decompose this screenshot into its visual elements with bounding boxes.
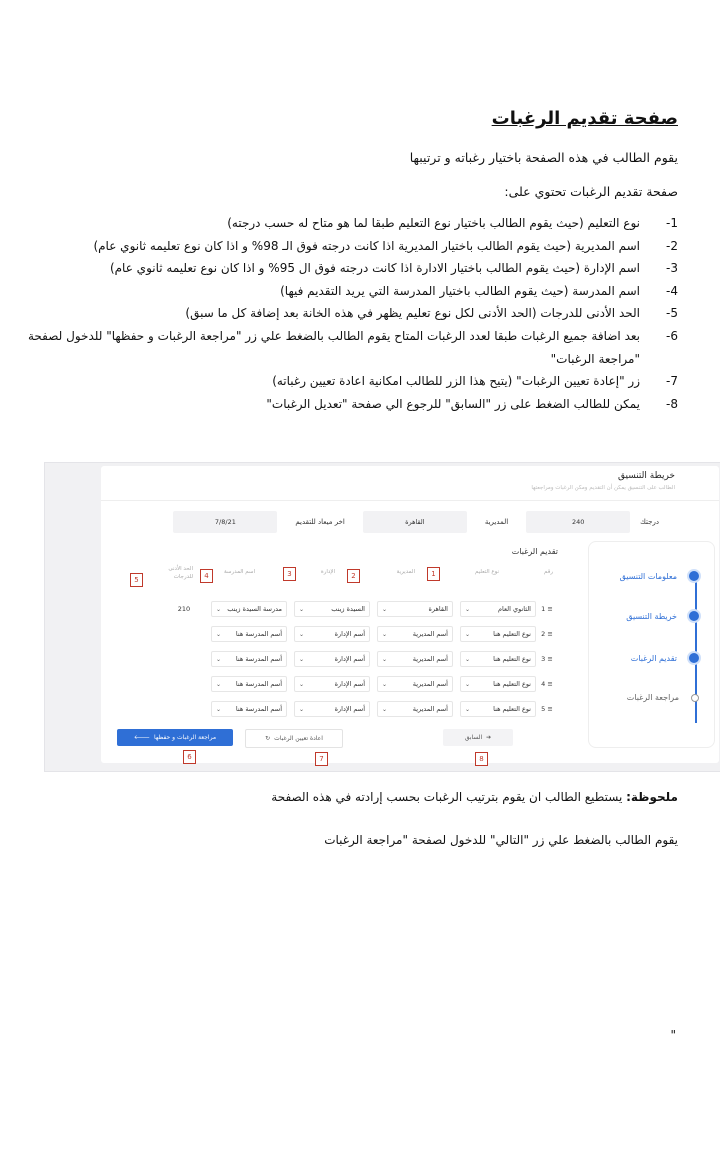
chevron-down-icon: ⌄ — [382, 655, 388, 663]
min-score: 210 — [177, 605, 191, 613]
contains-text: صفحة تقديم الرغبات تحتوي على: — [504, 184, 678, 199]
item-number: 4- — [666, 283, 678, 298]
step-label: معلومات التنسيق — [619, 571, 677, 581]
chevron-down-icon: ⌄ — [465, 605, 471, 613]
row-handle[interactable]: ≡ 1 — [541, 605, 553, 613]
chevron-down-icon: ⌄ — [465, 630, 471, 638]
school-select[interactable]: أسم المدرسة هنا ⌄ — [211, 626, 287, 642]
col-edu: نوع التعليم — [474, 569, 499, 575]
chevron-down-icon: ⌄ — [216, 680, 222, 688]
arrow-left-icon: 🡐 — [133, 734, 150, 741]
step-dot — [687, 651, 701, 665]
edu-select[interactable]: نوع التعليم هنا ⌄ — [460, 701, 536, 717]
item-text: زر "إعادة تعيين الرغبات" (يتيح هذا الزر للطالب امكانية اعادة تعيين رغباته) — [272, 374, 640, 389]
item-text: يمكن للطالب الضغط على زر "السابق" للرجوع الي صفحة "تعديل الرغبات" — [266, 396, 640, 411]
step-dot — [691, 694, 699, 702]
school-select[interactable]: مدرسة السيدة زينب ⌄ — [211, 601, 287, 617]
table-row — [164, 600, 558, 618]
marker-2: 2 — [347, 569, 360, 583]
school-select[interactable]: أسم المدرسة هنا ⌄ — [211, 676, 287, 692]
score-label: درجتك — [640, 518, 659, 526]
list-item — [28, 257, 678, 280]
table-row — [164, 700, 558, 718]
refresh-icon: ↻ — [265, 735, 271, 742]
intro-text: يقوم الطالب في هذه الصفحة باختيار رغباته و ترتيبها — [409, 150, 678, 165]
chevron-down-icon: ⌄ — [299, 705, 305, 713]
row-handle[interactable]: ≡ 2 — [541, 630, 553, 638]
school-select[interactable]: أسم المدرسة هنا ⌄ — [211, 651, 287, 667]
reset-button[interactable]: اعادة تعيين الرغبات ↻ — [245, 729, 343, 748]
marker-8: 8 — [475, 752, 488, 766]
list-item — [28, 212, 678, 235]
edu-select[interactable]: الثانوي العام ⌄ — [460, 601, 536, 617]
step-label: خريطة التنسيق — [626, 611, 677, 621]
marker-4: 4 — [200, 569, 213, 583]
admin-select[interactable]: أسم الإدارة ⌄ — [294, 651, 370, 667]
list-item — [28, 393, 678, 416]
marker-7: 7 — [315, 752, 328, 766]
closing-quote: " — [670, 1028, 676, 1042]
features-list — [28, 212, 678, 415]
chevron-down-icon: ⌄ — [216, 605, 222, 613]
col-gov: المديرية — [396, 569, 415, 575]
score-value: 240 — [526, 511, 630, 533]
edu-select[interactable]: نوع التعليم هنا ⌄ — [460, 651, 536, 667]
table-row — [164, 625, 558, 643]
gov-select[interactable]: أسم المديرية ⌄ — [377, 701, 453, 717]
chevron-down-icon: ⌄ — [216, 705, 222, 713]
item-number: 3- — [666, 261, 678, 276]
step-review[interactable] — [627, 693, 701, 702]
chevron-down-icon: ⌄ — [299, 630, 305, 638]
gov-label: المديرية — [484, 518, 509, 526]
list-item — [28, 235, 678, 258]
chevron-down-icon: ⌄ — [382, 705, 388, 713]
info-bar — [117, 511, 669, 533]
chevron-down-icon: ⌄ — [465, 680, 471, 688]
chevron-down-icon: ⌄ — [299, 655, 305, 663]
list-item — [28, 302, 678, 325]
page-title: صفحة تقديم الرغبات — [491, 108, 678, 129]
marker-3: 3 — [283, 567, 296, 581]
edu-select[interactable]: نوع التعليم هنا ⌄ — [460, 676, 536, 692]
list-item — [28, 280, 678, 303]
list-item — [28, 325, 678, 370]
admin-select[interactable]: أسم الإدارة ⌄ — [294, 701, 370, 717]
chevron-down-icon: ⌄ — [465, 705, 471, 713]
table-row — [164, 650, 558, 668]
admin-select[interactable]: السيدة زينب ⌄ — [294, 601, 370, 617]
gov-value: القاهرة — [363, 511, 467, 533]
col-rank: رقم — [544, 569, 553, 575]
step-label: تقديم الرغبات — [630, 653, 677, 663]
item-number: 6- — [666, 328, 678, 343]
arrow-right-icon: ➔ — [486, 734, 492, 741]
row-handle[interactable]: ≡ 5 — [541, 705, 553, 713]
chevron-down-icon: ⌄ — [216, 630, 222, 638]
school-select[interactable]: أسم المدرسة هنا ⌄ — [211, 701, 287, 717]
row-handle[interactable]: ≡ 3 — [541, 655, 553, 663]
step-submit[interactable] — [631, 651, 701, 665]
item-text: اسم المديرية (حيث يقوم الطالب باختيار المديرية اذا كانت درجته فوق الـ 98% و اذا كان نوع تعليمه ثانوي عام) — [93, 238, 640, 253]
edu-select[interactable]: نوع التعليم هنا ⌄ — [460, 626, 536, 642]
gov-select[interactable]: أسم المديرية ⌄ — [377, 651, 453, 667]
col-min: الحد الأدنى للدرجات — [168, 566, 193, 580]
chevron-down-icon: ⌄ — [299, 605, 305, 613]
section-title: تقديم الرغبات — [511, 547, 558, 556]
item-number: 5- — [666, 306, 678, 321]
step-dot — [687, 569, 701, 583]
step-dot — [687, 609, 701, 623]
marker-5: 5 — [130, 573, 143, 587]
next-instruction: يقوم الطالب بالضغط علي زر "التالي" للدخول لصفحة "مراجعة الرغبات — [324, 833, 678, 847]
note-body: يستطيع الطالب ان يقوم بترتيب الرغبات بحسب إرادته في هذه الصفحة — [271, 790, 627, 804]
note-label: ملحوظة: — [626, 790, 678, 804]
item-number: 7- — [666, 374, 678, 389]
header-subtitle: الطالب على التنسيق يمكن أن التقديم ومكن الرغبات ومراجعتها — [531, 485, 675, 491]
gov-select[interactable]: أسم المديرية ⌄ — [377, 626, 453, 642]
chevron-down-icon: ⌄ — [382, 605, 388, 613]
admin-select[interactable]: أسم الإدارة ⌄ — [294, 676, 370, 692]
step-map[interactable] — [626, 609, 701, 623]
item-number: 2- — [666, 238, 678, 253]
item-number: 8- — [666, 396, 678, 411]
header-title: خريطة التنسيق — [617, 471, 675, 481]
step-label: مراجعة الرغبات — [626, 693, 679, 702]
col-school: اسم المدرسة — [223, 569, 255, 575]
item-text: اسم الإدارة (حيث يقوم الطالب باختيار الادارة اذا كانت درجته فوق ال 95% و اذا كان نوع تعليمه ثانوي عام) — [109, 261, 640, 276]
item-text: نوع التعليم (حيث يقوم الطالب باختيار نوع التعليم طبقا لما هو متاح له حسب درجته) — [227, 216, 640, 230]
admin-select[interactable]: أسم الإدارة ⌄ — [294, 626, 370, 642]
chevron-down-icon: ⌄ — [382, 680, 388, 688]
step-info[interactable] — [620, 569, 701, 583]
col-admin: الإدارة — [320, 569, 335, 575]
note-text — [271, 790, 678, 804]
marker-6: 6 — [183, 750, 196, 764]
gov-select[interactable]: أسم المديرية ⌄ — [377, 676, 453, 692]
divider — [101, 500, 719, 501]
chevron-down-icon: ⌄ — [216, 655, 222, 663]
chevron-down-icon: ⌄ — [465, 655, 471, 663]
review-save-button[interactable]: مراجعة الرغبات و حفظها 🡐 — [117, 729, 233, 746]
chevron-down-icon: ⌄ — [299, 680, 305, 688]
gov-select[interactable]: القاهرة ⌄ — [377, 601, 453, 617]
deadline-value: 7/8/21 — [173, 511, 277, 533]
list-item — [28, 370, 678, 393]
marker-1: 1 — [427, 567, 440, 581]
item-text: بعد اضافة جميع الرغبات طبقا لعدد الرغبات المتاح يقوم الطالب بالضغط علي زر "مراجعة الرغبات و حفظها" للدخول لصفحة "مراجعة الرغبات" — [27, 328, 640, 366]
deadline-label: اخر ميعاد للتقديم — [295, 518, 345, 526]
item-text: اسم المدرسة (حيث يقوم الطالب باختيار المدرسة التي يريد التقديم فيها) — [280, 283, 640, 298]
row-handle[interactable]: ≡ 4 — [541, 680, 553, 688]
table-row — [164, 675, 558, 693]
chevron-down-icon: ⌄ — [382, 630, 388, 638]
app-screenshot — [44, 462, 720, 772]
stepper — [596, 543, 701, 753]
item-number: 1- — [666, 216, 678, 230]
prev-button[interactable]: ➔ السابق — [443, 729, 513, 746]
item-text: الحد الأدنى للدرجات (الحد الأدنى لكل نوع تعليم يظهر في هذه الخانة بعد إضافة كل ما سبق) — [185, 306, 640, 321]
